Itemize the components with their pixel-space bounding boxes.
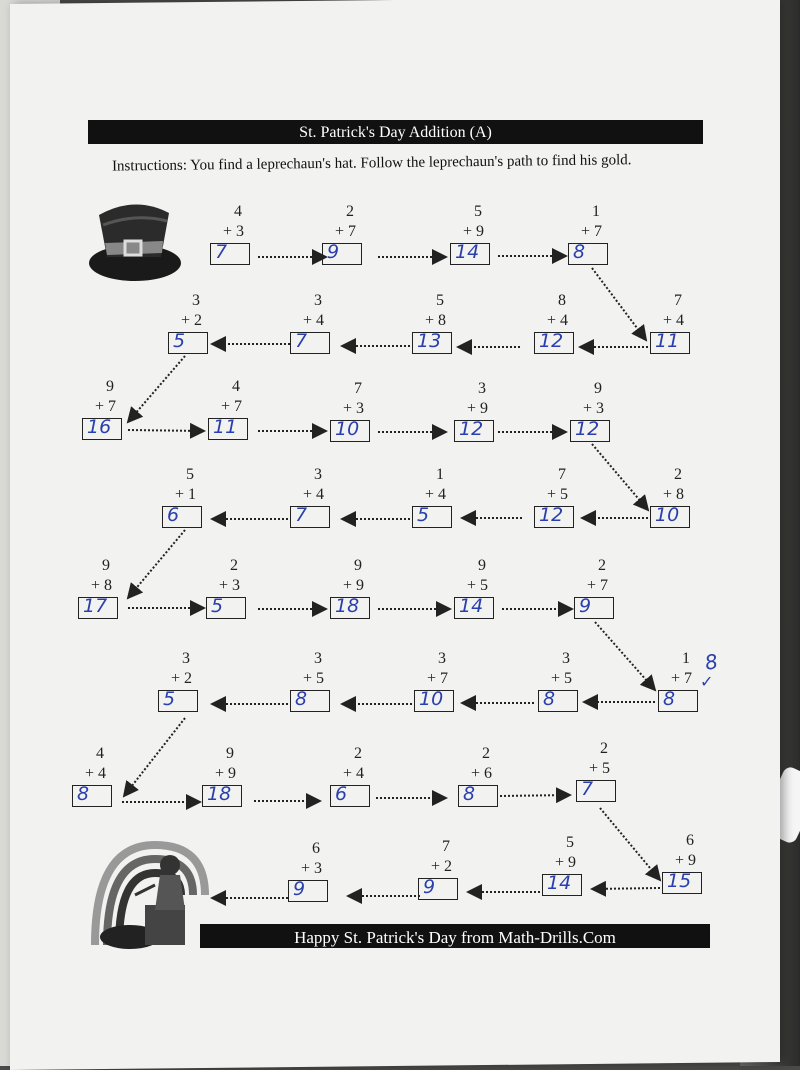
addend-top: 2 [230,557,238,574]
answer-box[interactable] [570,420,610,442]
answer-box[interactable] [202,785,242,807]
handwritten-answer: 12 [539,330,564,352]
addend-bottom: + 7 [220,398,242,415]
handwritten-answer: 10 [655,504,680,526]
problem-20 [78,557,128,637]
answer-box[interactable] [210,243,250,265]
answer-box[interactable] [330,785,370,807]
handwritten-answer: 8 [663,688,676,710]
answer-box[interactable] [168,332,208,354]
problem-31 [202,745,252,825]
addend-top: 3 [314,650,322,667]
answer-box[interactable] [574,597,614,619]
handwritten-answer: 11 [213,416,238,438]
answer-box[interactable] [72,785,112,807]
addend-bottom: + 3 [300,860,322,877]
answer-box[interactable] [414,690,454,712]
addend-top: 5 [186,466,194,483]
handwritten-answer: 8 [573,241,586,263]
addend-bottom: + 7 [334,223,356,240]
addend-top: 5 [566,834,574,851]
problem-28 [290,650,340,730]
answer-box[interactable] [538,690,578,712]
problem-33 [458,745,508,825]
addend-bottom: + 9 [342,577,364,594]
problem-34 [576,740,626,820]
handwritten-answer: 9 [423,876,436,898]
problem-9 [168,292,218,372]
addend-top: 1 [592,203,600,220]
handwritten-answer: 8 [77,783,90,805]
answer-box[interactable] [568,243,608,265]
handwritten-answer: 10 [335,418,360,440]
problem-21 [206,557,256,637]
handwritten-answer: 10 [419,688,444,710]
problem-12 [330,380,380,460]
addend-top: 9 [106,378,114,395]
addend-top: 3 [562,650,570,667]
addend-bottom: + 4 [424,486,446,503]
addend-top: 6 [312,840,320,857]
handwritten-answer: 8 [295,688,308,710]
addend-top: 5 [474,203,482,220]
addend-top: 3 [314,292,322,309]
addend-bottom: + 8 [90,577,112,594]
problem-30 [72,745,122,825]
problem-32 [330,745,380,825]
handwritten-answer: 9 [579,595,592,617]
addend-top: 2 [674,466,682,483]
problem-2 [322,203,372,283]
answer-box[interactable] [82,418,122,440]
addend-bottom: + 3 [218,577,240,594]
problem-27 [414,650,464,730]
addend-bottom: + 3 [582,400,604,417]
addend-top: 3 [314,466,322,483]
addend-bottom: + 9 [214,765,236,782]
answer-box[interactable] [454,597,494,619]
answer-box[interactable] [454,420,494,442]
addend-bottom: + 2 [170,670,192,687]
addend-top: 4 [232,378,240,395]
addend-top: 1 [682,650,690,667]
handwritten-answer: 7 [215,241,228,263]
addend-bottom: + 4 [662,312,684,329]
addend-bottom: + 4 [302,486,324,503]
answer-box[interactable] [650,332,690,354]
answer-box[interactable] [322,243,362,265]
addend-top: 2 [598,557,606,574]
instructions: Instructions: You find a leprechaun's hat. Follow the leprechaun's path to find his gold. [111,152,632,175]
answer-box[interactable] [290,690,330,712]
answer-box[interactable] [288,880,328,902]
answer-box[interactable] [576,780,616,802]
problem-13 [454,380,504,460]
addend-top: 7 [558,466,566,483]
handwritten-answer: 12 [459,418,484,440]
margin-note: 8 [703,649,720,675]
answer-box[interactable] [412,506,452,528]
addend-bottom: + 6 [470,765,492,782]
addend-bottom: + 9 [466,400,488,417]
addend-top: 9 [478,557,486,574]
addend-top: 6 [686,832,694,849]
handwritten-answer: 5 [417,504,430,526]
answer-box[interactable] [78,597,118,619]
problem-11 [208,378,258,458]
problem-8 [290,292,340,372]
handwritten-answer: 5 [211,595,224,617]
handwritten-answer: 15 [667,870,692,892]
addend-bottom: + 7 [586,577,608,594]
answer-box[interactable] [330,420,370,442]
problem-19 [162,466,212,546]
worksheet-title: St. Patrick's Day Addition (A) [299,124,492,141]
addend-bottom: + 9 [554,854,576,871]
addend-top: 3 [438,650,446,667]
handwritten-answer: 8 [543,688,556,710]
addend-bottom: + 7 [426,670,448,687]
handwritten-answer: 7 [295,504,308,526]
addend-top: 9 [226,745,234,762]
answer-box[interactable] [534,506,574,528]
addend-bottom: + 3 [342,400,364,417]
problem-15 [650,466,700,546]
answer-box[interactable] [208,418,248,440]
problem-35 [662,832,712,912]
addend-bottom: + 4 [302,312,324,329]
addend-bottom: + 5 [302,670,324,687]
handwritten-answer: 9 [293,878,306,900]
problem-14 [570,380,620,460]
addend-bottom: + 4 [342,765,364,782]
addend-top: 3 [478,380,486,397]
handwritten-answer: 13 [417,330,442,352]
handwritten-answer: 14 [459,595,484,617]
addend-bottom: + 7 [670,670,692,687]
handwritten-answer: 7 [295,330,308,352]
handwritten-answer: 12 [575,418,600,440]
handwritten-answer: 6 [167,504,180,526]
addend-bottom: + 9 [674,852,696,869]
answer-box[interactable] [206,597,246,619]
addend-top: 2 [482,745,490,762]
addend-top: 9 [354,557,362,574]
addend-top: 7 [674,292,682,309]
addend-bottom: + 8 [424,312,446,329]
problem-18 [290,466,340,546]
addend-bottom: + 5 [550,670,572,687]
answer-box[interactable] [662,872,702,894]
addend-top: 1 [436,466,444,483]
addend-top: 2 [346,203,354,220]
addend-bottom: + 2 [430,858,452,875]
addend-top: 9 [102,557,110,574]
addend-bottom: + 3 [222,223,244,240]
handwritten-answer: 18 [335,595,360,617]
problem-17 [412,466,462,546]
answer-box[interactable] [290,506,330,528]
answer-box[interactable] [158,690,198,712]
addend-bottom: + 7 [580,223,602,240]
addend-top: 4 [96,745,104,762]
problem-37 [418,838,468,918]
problem-38 [288,840,338,920]
answer-box[interactable] [412,332,452,354]
answer-box[interactable] [418,878,458,900]
addend-top: 3 [192,292,200,309]
addend-bottom: + 2 [180,312,202,329]
answer-box[interactable] [658,690,698,712]
handwritten-answer: 7 [581,778,594,800]
problem-6 [534,292,584,372]
addend-bottom: + 1 [174,486,196,503]
answer-box[interactable] [650,506,690,528]
answer-box[interactable] [290,332,330,354]
addend-top: 8 [558,292,566,309]
addend-top: 2 [600,740,608,757]
problem-22 [330,557,380,637]
handwritten-answer: 11 [655,330,680,352]
addend-top: 7 [354,380,362,397]
handwritten-answer: 9 [327,241,340,263]
addend-bottom: + 8 [662,486,684,503]
answer-box[interactable] [162,506,202,528]
problem-36 [542,834,592,914]
answer-box[interactable] [450,243,490,265]
answer-box[interactable] [534,332,574,354]
answer-box[interactable] [330,597,370,619]
handwritten-answer: 5 [173,330,186,352]
answer-box[interactable] [542,874,582,896]
addend-top: 3 [182,650,190,667]
addend-bottom: + 4 [84,765,106,782]
addend-top: 7 [442,838,450,855]
footer: Happy St. Patrick's Day from Math-Drills.Com [294,928,616,947]
handwritten-answer: 14 [547,872,572,894]
addend-bottom: + 5 [546,486,568,503]
problem-24 [574,557,624,637]
addend-bottom: + 7 [94,398,116,415]
addend-top: 5 [436,292,444,309]
problem-7 [412,292,462,372]
addend-top: 2 [354,745,362,762]
handwritten-answer: 12 [539,504,564,526]
problem-3 [450,203,500,283]
problem-5 [650,292,700,372]
handwritten-answer: 17 [83,595,108,617]
problem-1 [210,203,260,283]
handwritten-answer: 16 [87,416,112,438]
addend-bottom: + 5 [466,577,488,594]
handwritten-answer: 14 [455,241,480,263]
problem-23 [454,557,504,637]
problem-26 [538,650,588,730]
problem-10 [82,378,132,458]
handwritten-answer: 5 [163,688,176,710]
answer-box[interactable] [458,785,498,807]
addend-bottom: + 4 [546,312,568,329]
problem-4 [568,203,618,283]
addend-top: 9 [594,380,602,397]
addend-bottom: + 9 [462,223,484,240]
problem-16 [534,466,584,546]
check-mark: ✓ [700,674,714,691]
addend-bottom: + 5 [588,760,610,777]
handwritten-answer: 18 [207,783,232,805]
problem-29 [158,650,208,730]
handwritten-answer: 6 [335,783,348,805]
addend-top: 4 [234,203,242,220]
handwritten-answer: 8 [463,783,476,805]
